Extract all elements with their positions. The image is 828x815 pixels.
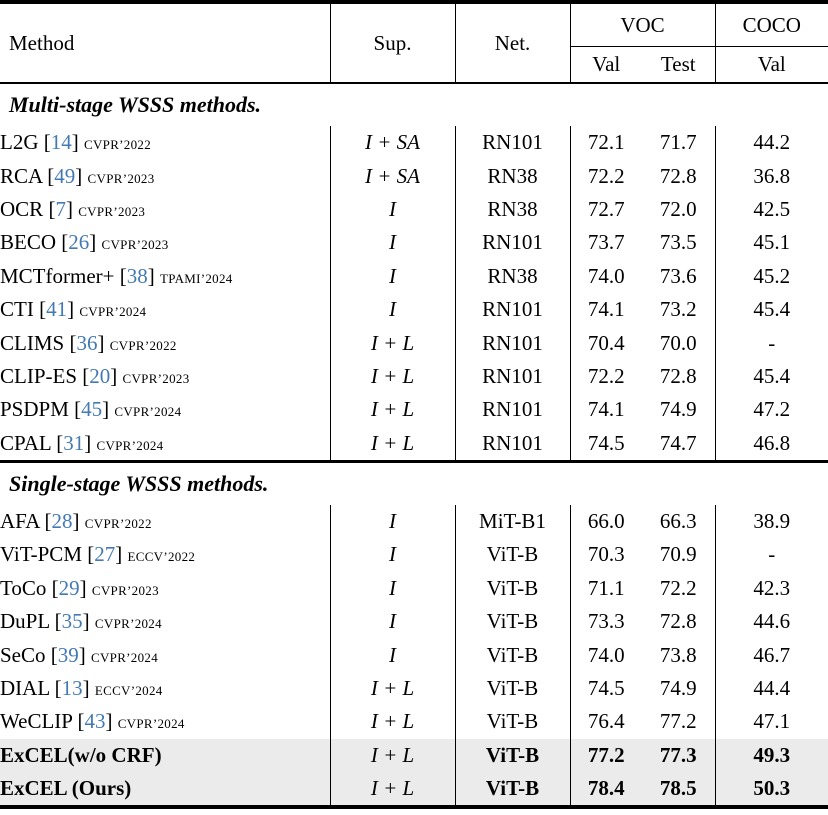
citation-bracket-open: [	[82, 363, 90, 388]
method-cell	[0, 193, 330, 226]
citation-bracket-close: ]	[89, 230, 97, 255]
citation-number[interactable]: 26	[68, 230, 90, 255]
method-cell	[0, 672, 330, 705]
table-row	[0, 505, 828, 538]
table-row	[0, 672, 828, 705]
network-cell: ViT-B	[455, 538, 570, 571]
citation-number[interactable]: 41	[46, 297, 68, 322]
table-row	[0, 260, 828, 293]
supervision-cell	[330, 393, 455, 426]
method-cell	[0, 360, 330, 393]
supervision-cell	[330, 126, 455, 159]
table-row	[0, 360, 828, 393]
method-name: BECO	[0, 230, 57, 255]
method-name: ViT-PCM	[0, 542, 82, 567]
supervision-value: I	[389, 297, 396, 322]
citation-number[interactable]: 14	[50, 130, 72, 155]
voc-val-cell: 74.5	[570, 672, 642, 705]
network-cell: ViT-B	[455, 672, 570, 705]
header-row-groups	[0, 2, 828, 47]
voc-test-cell: 74.7	[659, 430, 697, 455]
citation-bracket-close: ]	[67, 297, 75, 322]
venue-label: CVPR’2022	[84, 516, 152, 532]
voc-test-cell: 74.9	[659, 676, 697, 701]
supervision-value: I + L	[370, 363, 415, 388]
citation-bracket-close: ]	[79, 575, 87, 600]
venue-label: CVPR’2024	[94, 616, 162, 632]
citation-bracket-open: [	[48, 196, 56, 221]
venue-label: CVPR’2024	[117, 716, 185, 732]
voc-val-cell: 77.2	[570, 739, 642, 772]
voc-val-cell: 73.7	[570, 226, 642, 259]
voc-val-cell: 74.1	[570, 293, 642, 326]
method-name: ExCEL(w/o CRF)	[0, 742, 162, 767]
column-header-method: Method	[0, 2, 330, 83]
voc-test-cell: 73.8	[659, 642, 697, 667]
citation-bracket-open: [	[87, 542, 95, 567]
voc-val-cell: 72.7	[570, 193, 642, 226]
network-cell: ViT-B	[455, 638, 570, 671]
venue-label: CVPR’2023	[87, 170, 155, 186]
citation-bracket-close: ]	[84, 430, 92, 455]
table-row	[0, 326, 828, 359]
method-name: AFA	[0, 509, 40, 534]
coco-val-cell: 38.9	[715, 505, 828, 538]
voc-test-cell: 72.2	[659, 575, 697, 600]
citation-number[interactable]: 39	[57, 642, 79, 667]
supervision-cell	[330, 193, 455, 226]
citation-bracket-close: ]	[65, 196, 73, 221]
column-header-sup: Sup.	[330, 2, 455, 83]
citation-number[interactable]: 7	[55, 196, 66, 221]
coco-val-cell: 47.1	[715, 705, 828, 738]
citation-bracket-open: [	[39, 297, 47, 322]
voc-test-cell: 73.6	[659, 263, 697, 288]
voc-test-cell: 72.8	[659, 609, 697, 634]
method-name: WeCLIP	[0, 709, 73, 734]
network-cell: RN38	[455, 159, 570, 192]
citation-bracket-open: [	[50, 642, 58, 667]
network-cell: RN101	[455, 226, 570, 259]
method-name: ExCEL (Ours)	[0, 776, 132, 801]
coco-val-cell: 47.2	[715, 393, 828, 426]
voc-val-cell: 70.4	[570, 326, 642, 359]
voc-test-cell: 77.2	[659, 709, 697, 734]
table-row	[0, 126, 828, 159]
voc-test-cell: 73.5	[659, 230, 697, 255]
table-row	[0, 638, 828, 671]
table-row	[0, 293, 828, 326]
supervision-value: I + L	[370, 430, 415, 455]
method-name: CTI	[0, 297, 34, 322]
method-name: CLIMS	[0, 330, 65, 355]
coco-val-cell: 46.8	[715, 427, 828, 462]
venue-label: CVPR’2022	[84, 137, 151, 153]
method-name: OCR	[0, 196, 44, 221]
venue-label: TPAMI’2024	[160, 270, 233, 286]
voc-val-cell: 78.4	[570, 772, 642, 807]
supervision-cell	[330, 705, 455, 738]
voc-test-cell: 70.9	[659, 542, 697, 567]
coco-val-cell: 36.8	[715, 159, 828, 192]
coco-val-cell: 45.2	[715, 260, 828, 293]
column-header-net: Net.	[455, 2, 570, 83]
voc-val-cell: 74.5	[570, 427, 642, 462]
supervision-cell	[330, 538, 455, 571]
voc-test-cell: 72.0	[659, 196, 697, 221]
network-cell: RN101	[455, 126, 570, 159]
section-header-row	[0, 461, 828, 505]
voc-val-cell: 66.0	[570, 505, 642, 538]
voc-test-cell: 78.5	[642, 772, 715, 807]
supervision-cell	[330, 226, 455, 259]
method-name: SeCo	[0, 642, 46, 667]
citation-number[interactable]: 31	[63, 430, 85, 455]
network-cell: RN101	[455, 393, 570, 426]
table-row	[0, 159, 828, 192]
supervision-cell	[330, 293, 455, 326]
voc-val-cell: 72.1	[570, 126, 642, 159]
method-cell	[0, 705, 330, 738]
table-header	[0, 2, 828, 83]
supervision-value: I	[389, 230, 396, 255]
coco-val-cell: 45.1	[715, 226, 828, 259]
citation-bracket-close: ]	[102, 397, 110, 422]
supervision-cell	[330, 326, 455, 359]
supervision-cell	[330, 427, 455, 462]
citation-bracket-open: [	[74, 397, 82, 422]
voc-val-cell: 74.0	[570, 638, 642, 671]
supervision-cell	[330, 572, 455, 605]
citation-bracket-open: [	[69, 330, 77, 355]
coco-val-cell: 45.4	[715, 293, 828, 326]
coco-val-cell: 50.3	[715, 772, 828, 807]
citation-bracket-open: [	[44, 509, 52, 534]
citation-bracket-open: [	[51, 575, 59, 600]
table-row	[0, 193, 828, 226]
voc-test-cell: 66.3	[659, 509, 697, 534]
supervision-cell	[330, 260, 455, 293]
table-row	[0, 226, 828, 259]
coco-val-cell: 44.6	[715, 605, 828, 638]
supervision-cell	[330, 360, 455, 393]
method-cell	[0, 605, 330, 638]
method-name: CPAL	[0, 430, 51, 455]
coco-val-cell: 45.4	[715, 360, 828, 393]
citation-bracket-close: ]	[75, 163, 83, 188]
citation-number[interactable]: 36	[76, 330, 98, 355]
citation-bracket-close: ]	[72, 509, 80, 534]
table-row	[0, 572, 828, 605]
section-title: Multi-stage WSSS methods.	[9, 92, 262, 117]
citation-bracket-close: ]	[147, 263, 155, 288]
table-body	[0, 83, 828, 807]
citation-bracket-open: [	[54, 676, 62, 701]
method-name: DIAL	[0, 676, 50, 701]
citation-bracket-close: ]	[82, 609, 90, 634]
coco-val-cell: -	[715, 538, 828, 571]
voc-val-cell: 74.0	[570, 260, 642, 293]
citation-bracket-close: ]	[71, 130, 79, 155]
venue-label: CVPR’2023	[91, 582, 159, 598]
venue-label: CVPR’2023	[122, 370, 190, 386]
supervision-value: I	[389, 542, 396, 567]
column-group-coco: COCO	[715, 2, 828, 47]
method-cell	[0, 505, 330, 538]
table-row	[0, 538, 828, 571]
citation-number[interactable]: 43	[84, 709, 106, 734]
citation-bracket-open: [	[77, 709, 85, 734]
voc-val-cell: 71.1	[570, 572, 642, 605]
supervision-value: I + L	[370, 330, 415, 355]
method-cell	[0, 772, 330, 807]
supervision-value: I	[389, 642, 396, 667]
citation-number[interactable]: 29	[58, 575, 80, 600]
voc-test-cell: 72.8	[659, 363, 697, 388]
supervision-value: I + L	[370, 742, 415, 767]
column-header-voc-test: Test	[642, 47, 715, 84]
venue-label: CVPR’2024	[79, 304, 147, 320]
voc-test-cell: 70.0	[659, 330, 697, 355]
network-cell: MiT-B1	[455, 505, 570, 538]
network-cell: ViT-B	[455, 705, 570, 738]
citation-bracket-close: ]	[97, 330, 105, 355]
method-cell	[0, 159, 330, 192]
method-cell	[0, 226, 330, 259]
voc-val-cell: 73.3	[570, 605, 642, 638]
citation-bracket-open: [	[56, 430, 64, 455]
citation-number[interactable]: 13	[61, 676, 83, 701]
citation-bracket-open: [	[61, 230, 69, 255]
citation-number[interactable]: 27	[94, 542, 116, 567]
network-cell: RN38	[455, 260, 570, 293]
column-header-coco-val: Val	[715, 47, 828, 84]
venue-label: CVPR’2024	[96, 437, 164, 453]
supervision-value: I + L	[370, 676, 415, 701]
supervision-cell	[330, 505, 455, 538]
citation-number[interactable]: 35	[61, 609, 83, 634]
supervision-cell	[330, 605, 455, 638]
method-cell	[0, 393, 330, 426]
method-cell	[0, 126, 330, 159]
voc-val-cell: 70.3	[570, 538, 642, 571]
network-cell: ViT-B	[455, 572, 570, 605]
coco-val-cell: 46.7	[715, 638, 828, 671]
method-cell	[0, 538, 330, 571]
voc-val-cell: 74.1	[570, 393, 642, 426]
supervision-cell	[330, 772, 455, 807]
method-cell	[0, 739, 330, 772]
method-cell	[0, 572, 330, 605]
section-title: Single-stage WSSS methods.	[0, 461, 828, 505]
venue-label: ECCV’2022	[127, 549, 196, 565]
table-row	[0, 739, 828, 772]
method-cell	[0, 293, 330, 326]
supervision-value: I + SA	[365, 130, 420, 155]
venue-label: CVPR’2024	[91, 649, 159, 665]
method-name: PSDPM	[0, 397, 69, 422]
coco-val-cell: 42.5	[715, 193, 828, 226]
network-cell: RN101	[455, 326, 570, 359]
method-cell	[0, 326, 330, 359]
supervision-value: I	[389, 609, 396, 634]
table-row	[0, 705, 828, 738]
supervision-value: I + L	[370, 709, 415, 734]
citation-number[interactable]: 20	[89, 363, 111, 388]
coco-val-cell: 44.2	[715, 126, 828, 159]
network-cell: ViT-B	[455, 739, 570, 772]
citation-bracket-close: ]	[110, 363, 118, 388]
venue-label: CVPR’2023	[78, 203, 146, 219]
citation-bracket-close: ]	[82, 676, 90, 701]
voc-test-cell: 74.9	[659, 397, 697, 422]
citation-number[interactable]: 45	[81, 397, 103, 422]
voc-test-cell: 77.3	[642, 739, 715, 772]
coco-val-cell: 44.4	[715, 672, 828, 705]
supervision-value: I	[389, 509, 396, 534]
citation-number[interactable]: 38	[126, 263, 148, 288]
coco-val-cell: 49.3	[715, 739, 828, 772]
method-cell	[0, 260, 330, 293]
method-name: RCA	[0, 163, 43, 188]
method-name: ToCo	[0, 575, 47, 600]
citation-number[interactable]: 49	[54, 163, 76, 188]
column-group-voc: VOC	[570, 2, 715, 47]
voc-val-cell: 76.4	[570, 705, 642, 738]
method-cell	[0, 427, 330, 462]
table-row	[0, 393, 828, 426]
network-cell: ViT-B	[455, 772, 570, 807]
venue-label: CVPR’2023	[101, 237, 169, 253]
network-cell: ViT-B	[455, 605, 570, 638]
method-cell	[0, 638, 330, 671]
coco-val-cell: -	[715, 326, 828, 359]
citation-bracket-close: ]	[78, 642, 86, 667]
network-cell: RN38	[455, 193, 570, 226]
network-cell: RN101	[455, 293, 570, 326]
voc-test-cell: 72.8	[659, 163, 697, 188]
table-row	[0, 605, 828, 638]
voc-test-cell: 71.7	[659, 130, 697, 155]
venue-label: CVPR’2022	[109, 337, 177, 353]
supervision-value: I + SA	[365, 163, 420, 188]
network-cell: RN101	[455, 427, 570, 462]
voc-test-cell: 73.2	[659, 297, 697, 322]
supervision-cell	[330, 159, 455, 192]
method-name: CLIP-ES	[0, 363, 78, 388]
supervision-value: I + L	[370, 776, 415, 801]
supervision-cell	[330, 638, 455, 671]
column-header-voc-val: Val	[570, 47, 642, 84]
supervision-value: I + L	[370, 397, 415, 422]
network-cell: RN101	[455, 360, 570, 393]
citation-bracket-open: [	[43, 130, 51, 155]
venue-label: CVPR’2024	[114, 404, 182, 420]
voc-val-cell: 72.2	[570, 360, 642, 393]
supervision-value: I	[389, 263, 396, 288]
citation-bracket-close: ]	[115, 542, 123, 567]
table-row	[0, 772, 828, 807]
method-name: MCTformer+	[0, 263, 115, 288]
citation-bracket-open: [	[119, 263, 127, 288]
supervision-value: I	[389, 196, 396, 221]
supervision-value: I	[389, 575, 396, 600]
citation-bracket-open: [	[47, 163, 55, 188]
venue-label: ECCV’2024	[94, 683, 163, 699]
table-row	[0, 427, 828, 462]
coco-val-cell: 42.3	[715, 572, 828, 605]
voc-val-cell: 72.2	[570, 159, 642, 192]
section-header-row	[0, 83, 828, 126]
supervision-cell	[330, 739, 455, 772]
method-name: L2G	[0, 130, 39, 155]
method-name: DuPL	[0, 609, 50, 634]
citation-number[interactable]: 28	[51, 509, 73, 534]
citation-bracket-close: ]	[105, 709, 113, 734]
supervision-cell	[330, 672, 455, 705]
citation-bracket-open: [	[54, 609, 62, 634]
